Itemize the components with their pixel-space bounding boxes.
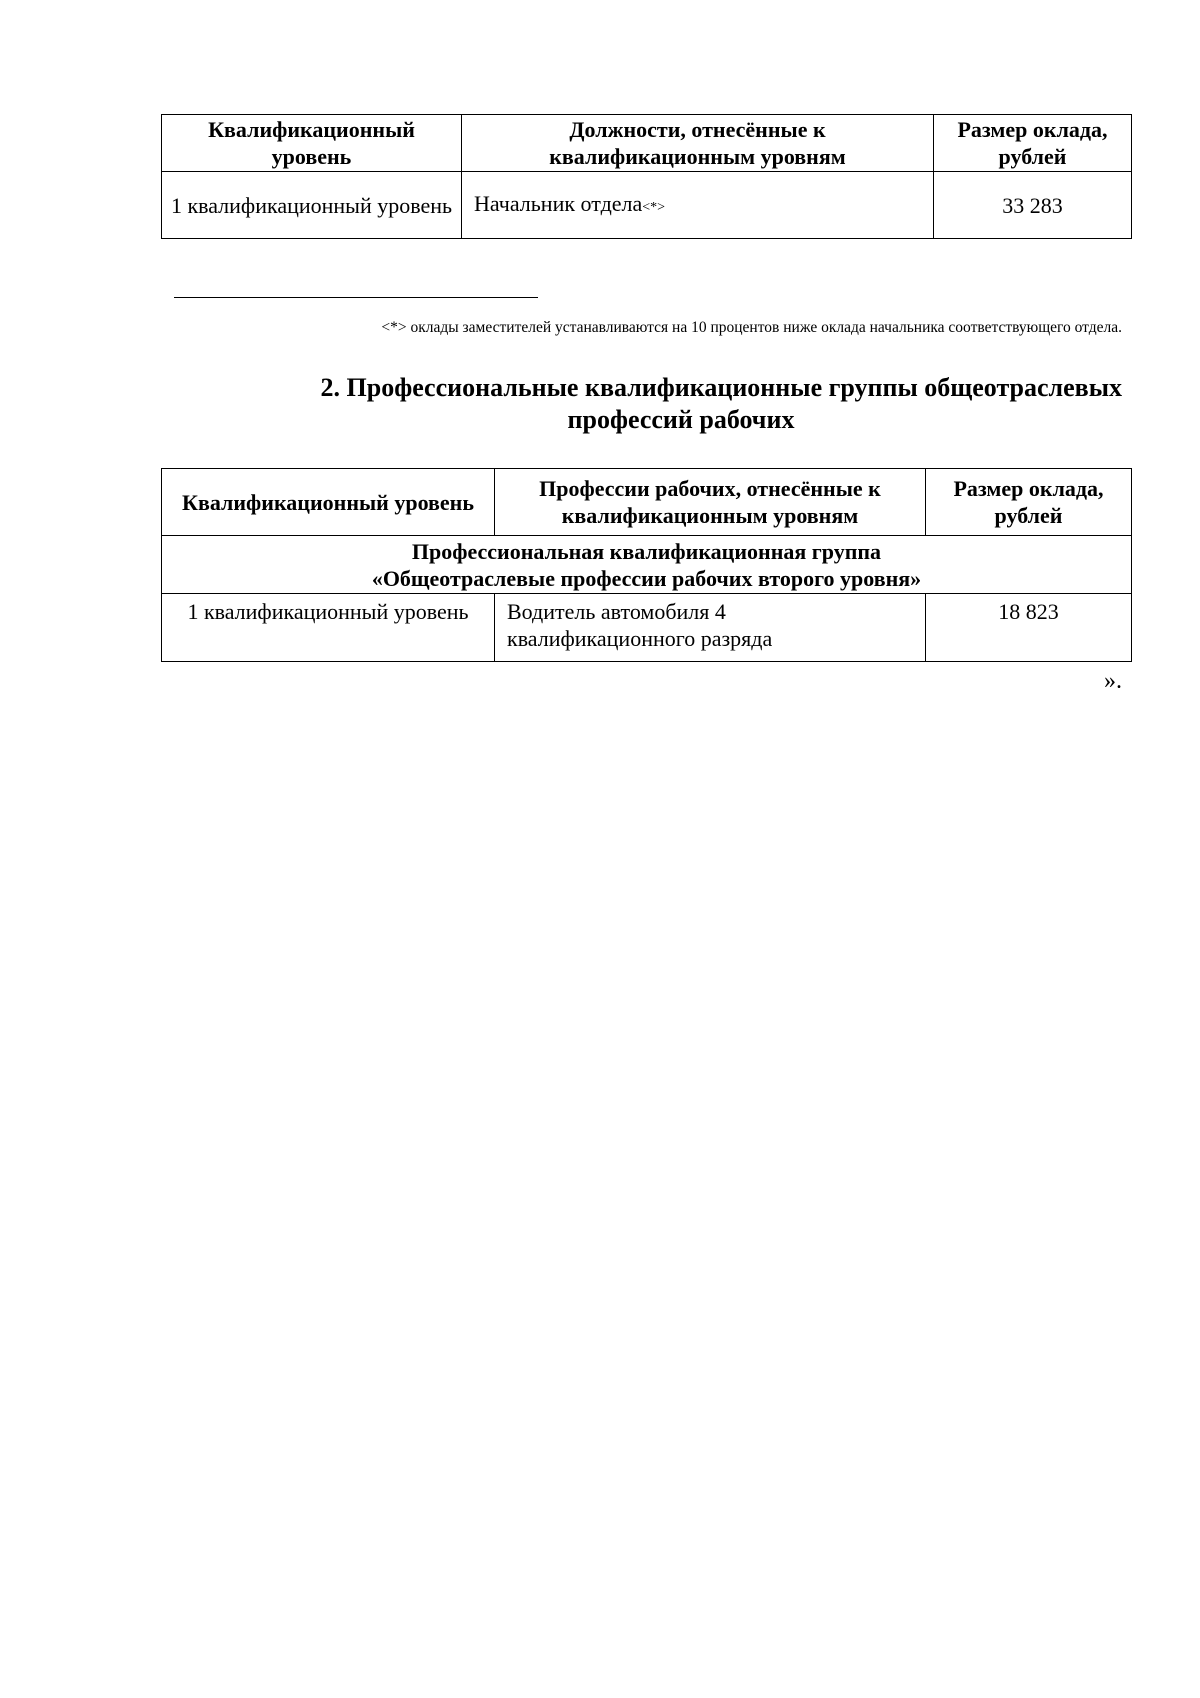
table2-cell-salary: 18 823: [926, 594, 1132, 662]
table-row: [162, 172, 1132, 239]
position-name: Начальник отдела: [474, 190, 643, 216]
section-heading-line1: 2. Профессиональные квалификационные группы общеотраслевых: [320, 373, 1122, 402]
footnote-text: <*> оклады заместителей устанавливаются на 10 процентов ниже оклада начальника соответствующего отдела.: [381, 319, 1122, 336]
table2-header-level: Квалификационный уровень: [162, 469, 495, 536]
footnote-separator: [174, 297, 538, 298]
footnote-ref: <*>: [642, 199, 666, 215]
closing-quote: ».: [1104, 668, 1122, 694]
group-title-line1: Профессиональная квалификационная группа: [411, 538, 882, 564]
section-heading-line2: профессий рабочих: [567, 405, 795, 434]
table2-cell-profession: Водитель автомобиля 4 квалификационного разряда: [495, 594, 926, 662]
table1-header-level: Квалификационный уровень: [162, 115, 462, 172]
salary-table-positions: [161, 114, 1132, 239]
qualification-group-title: [162, 536, 1132, 594]
table2-header-professions: Профессии рабочих, отнесённые к квалификационным уровням: [495, 469, 926, 536]
table1-cell-level: 1 квалификационный уровень: [162, 172, 462, 239]
group-title-line2: «Общеотраслевые профессии рабочих второго уровня»: [371, 565, 922, 591]
salary-table-professions: [161, 468, 1132, 662]
table1-header-positions: Должности, отнесённые к квалификационным уровням: [462, 115, 934, 172]
table1-cell-position: [462, 172, 934, 239]
table1-cell-salary: 33 283: [934, 172, 1132, 239]
table-row: [162, 594, 1132, 662]
table2-cell-level: 1 квалификационный уровень: [162, 594, 495, 662]
table2-header-salary: Размер оклада, рублей: [926, 469, 1132, 536]
section-heading: [200, 372, 1122, 436]
table1-header-salary: Размер оклада, рублей: [934, 115, 1132, 172]
